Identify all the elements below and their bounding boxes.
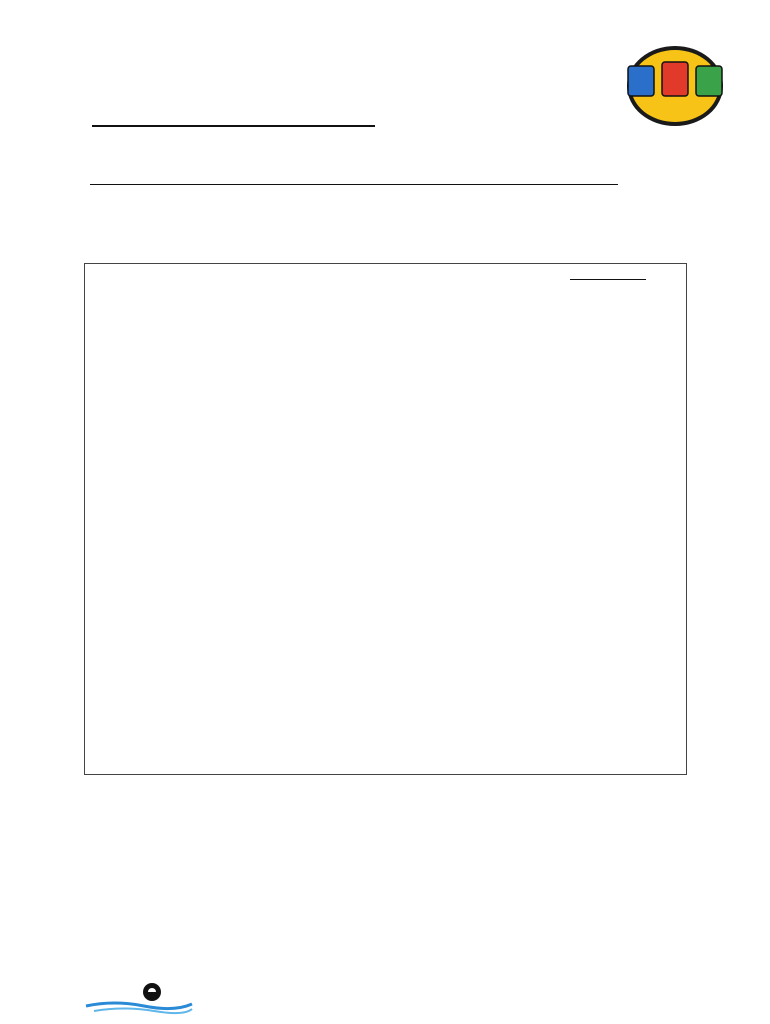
learning-goal-blank-line[interactable]	[90, 184, 618, 185]
wave-icon	[86, 1003, 192, 1009]
kidvision-logo	[610, 40, 740, 132]
table-date-field[interactable]	[570, 265, 646, 280]
assessment-table	[84, 263, 687, 775]
theme-blank-line[interactable]	[92, 105, 375, 127]
table-date-blank[interactable]	[570, 266, 646, 280]
theme-field[interactable]	[90, 103, 375, 127]
south-florida-pbs-logo	[84, 972, 194, 1022]
